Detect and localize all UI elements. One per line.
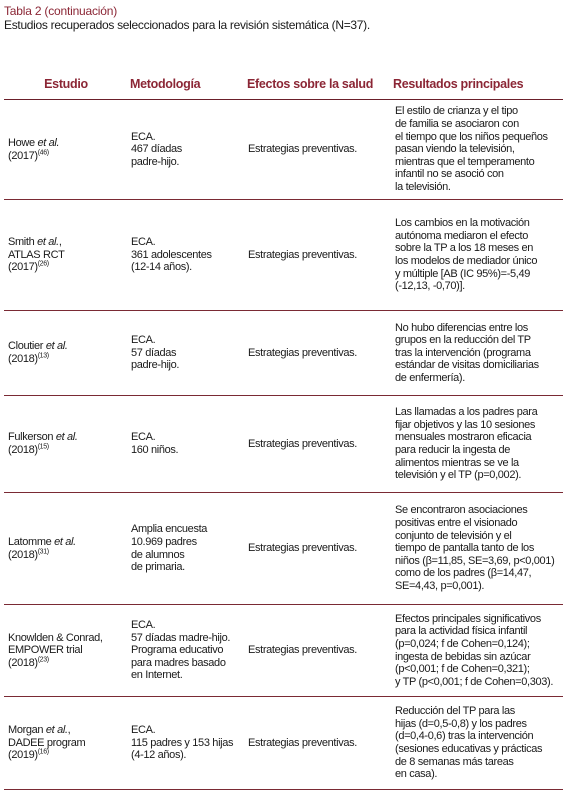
study-year: (2018): [8, 548, 38, 561]
header-main-results: Resultados principales: [391, 73, 563, 100]
study-reference: (16): [37, 748, 49, 756]
study-author: Smith: [8, 236, 35, 249]
study-reference: (13): [37, 352, 49, 360]
results-cell: El estilo de crianza y el tipo de familia se asociaron con el tiempo que los niños pequeños pasan viendo la televisión, mientras que el temperamento infantil no se asoció con la televisión.: [391, 100, 563, 200]
table-row: [4, 100, 563, 200]
study-reference: (23): [37, 656, 49, 664]
study-year: (2017): [8, 149, 38, 162]
study-et-al: et al.: [43, 340, 68, 353]
table-row: [4, 697, 563, 790]
table-row: [4, 311, 563, 396]
study-reference: (31): [37, 547, 49, 555]
results-cell: Se encontraron asociaciones positivas entre el visionado conjunto de televisión y el tiempo de pantalla tanto de los niños (β=11,85, SE=3,69, p<0,001) como de los padres (β=14,47, SE=4,43, p=0,001).: [391, 493, 563, 605]
study-cell: [4, 396, 128, 493]
results-cell: No hubo diferencias entre los grupos en la reducción del TP tras la intervención (programa estándar de visitas domiciliarias de enfermería).: [391, 311, 563, 396]
table-row: [4, 493, 563, 605]
study-cell: [4, 493, 128, 605]
study-reference: (46): [37, 148, 49, 156]
health-effects-cell: Estrategias preventivas.: [245, 493, 391, 605]
study-year: (2018): [8, 353, 38, 365]
table-row: [4, 200, 563, 311]
health-effects-cell: Estrategias preventivas.: [245, 396, 391, 493]
health-effects-cell: Estrategias preventivas.: [245, 200, 391, 311]
study-year: (2017): [8, 261, 38, 274]
studies-table: [4, 73, 563, 790]
study-cell: [4, 605, 128, 697]
study-et-al: et al.: [51, 535, 76, 548]
study-et-al: et al.: [34, 136, 60, 149]
study-cell: [4, 697, 128, 790]
table-title: Estudios recuperados seleccionados para la revisión sistemática (N=37).: [4, 18, 370, 32]
study-reference: (15): [37, 443, 49, 451]
study-cell: [4, 100, 128, 200]
study-et-al: et al.: [34, 236, 59, 249]
table-row: [4, 605, 563, 697]
methodology-cell: Amplia encuesta 10.969 padres de alumnos de primaria.: [128, 493, 245, 605]
header-health-effects: Efectos sobre la salud: [245, 73, 391, 100]
health-effects-cell: Estrategias preventivas.: [245, 605, 391, 697]
results-cell: Efectos principales significativos para la actividad física infantil (p=0,024; f de Cohen=0,124); ingesta de bebidas sin azúcar (p<0,001; f de Cohen=0,321); y TP (p<0,001; f de Cohen=0,303).: [391, 605, 563, 697]
study-author: Latomme: [8, 535, 52, 548]
results-cell: Los cambios en la motivación autónoma mediaron el efecto sobre la TP a los 18 meses en los modelos de mediador único y múltiple [AB (IC 95%)=-5,49 (-12,13, -0,70)].: [391, 200, 563, 311]
health-effects-cell: Estrategias preventivas.: [245, 311, 391, 396]
header-study: Estudio: [4, 73, 128, 100]
table-header-row: [4, 73, 563, 100]
study-year: (2018): [8, 444, 38, 456]
study-program: , ATLAS RCT: [8, 236, 65, 261]
methodology-cell: ECA. 160 niños.: [128, 396, 245, 493]
study-author: Howe: [8, 136, 35, 149]
methodology-cell: ECA. 115 padres y 153 hijas (4-12 años).: [128, 697, 245, 790]
study-et-al: et al.: [43, 724, 68, 737]
study-reference: (26): [37, 260, 49, 268]
results-cell: Las llamadas a los padres para fijar objetivos y las 10 sesiones mensuales mostraron eficacia para reducir la ingesta de alimentos mientras se ve la televisión y el TP (p=0,002).: [391, 396, 563, 493]
study-et-al: et al.: [53, 431, 78, 444]
study-year: (2018): [8, 656, 38, 669]
table-caption: [4, 4, 564, 33]
methodology-cell: ECA. 467 díadas padre-hijo.: [128, 100, 245, 200]
results-cell: Reducción del TP para las hijas (d=0,5-0,8) y los padres (d=0,4-0,6) tras la intervención (sesiones educativas y prácticas de 8 semanas más tareas en casa).: [391, 697, 563, 790]
study-author: Cloutier: [8, 340, 44, 353]
study-program: , DADEE program: [8, 724, 86, 749]
header-methodology: Metodología: [128, 73, 245, 100]
table-label: Tabla 2 (continuación): [4, 4, 118, 18]
study-author: Knowlden & Conrad, EMPOWER trial: [8, 631, 103, 657]
health-effects-cell: Estrategias preventivas.: [245, 697, 391, 790]
methodology-cell: ECA. 57 díadas padre-hijo.: [128, 311, 245, 396]
study-cell: [4, 311, 128, 396]
health-effects-cell: Estrategias preventivas.: [245, 100, 391, 200]
table-row: [4, 396, 563, 493]
study-year: (2019): [8, 749, 38, 762]
methodology-cell: ECA. 57 díadas madre-hijo. Programa educativo para madres basado en Internet.: [128, 605, 245, 697]
methodology-cell: ECA. 361 adolescentes (12-14 años).: [128, 200, 245, 311]
study-cell: [4, 200, 128, 311]
study-author: Morgan: [8, 724, 44, 737]
study-author: Fulkerson: [8, 431, 54, 444]
